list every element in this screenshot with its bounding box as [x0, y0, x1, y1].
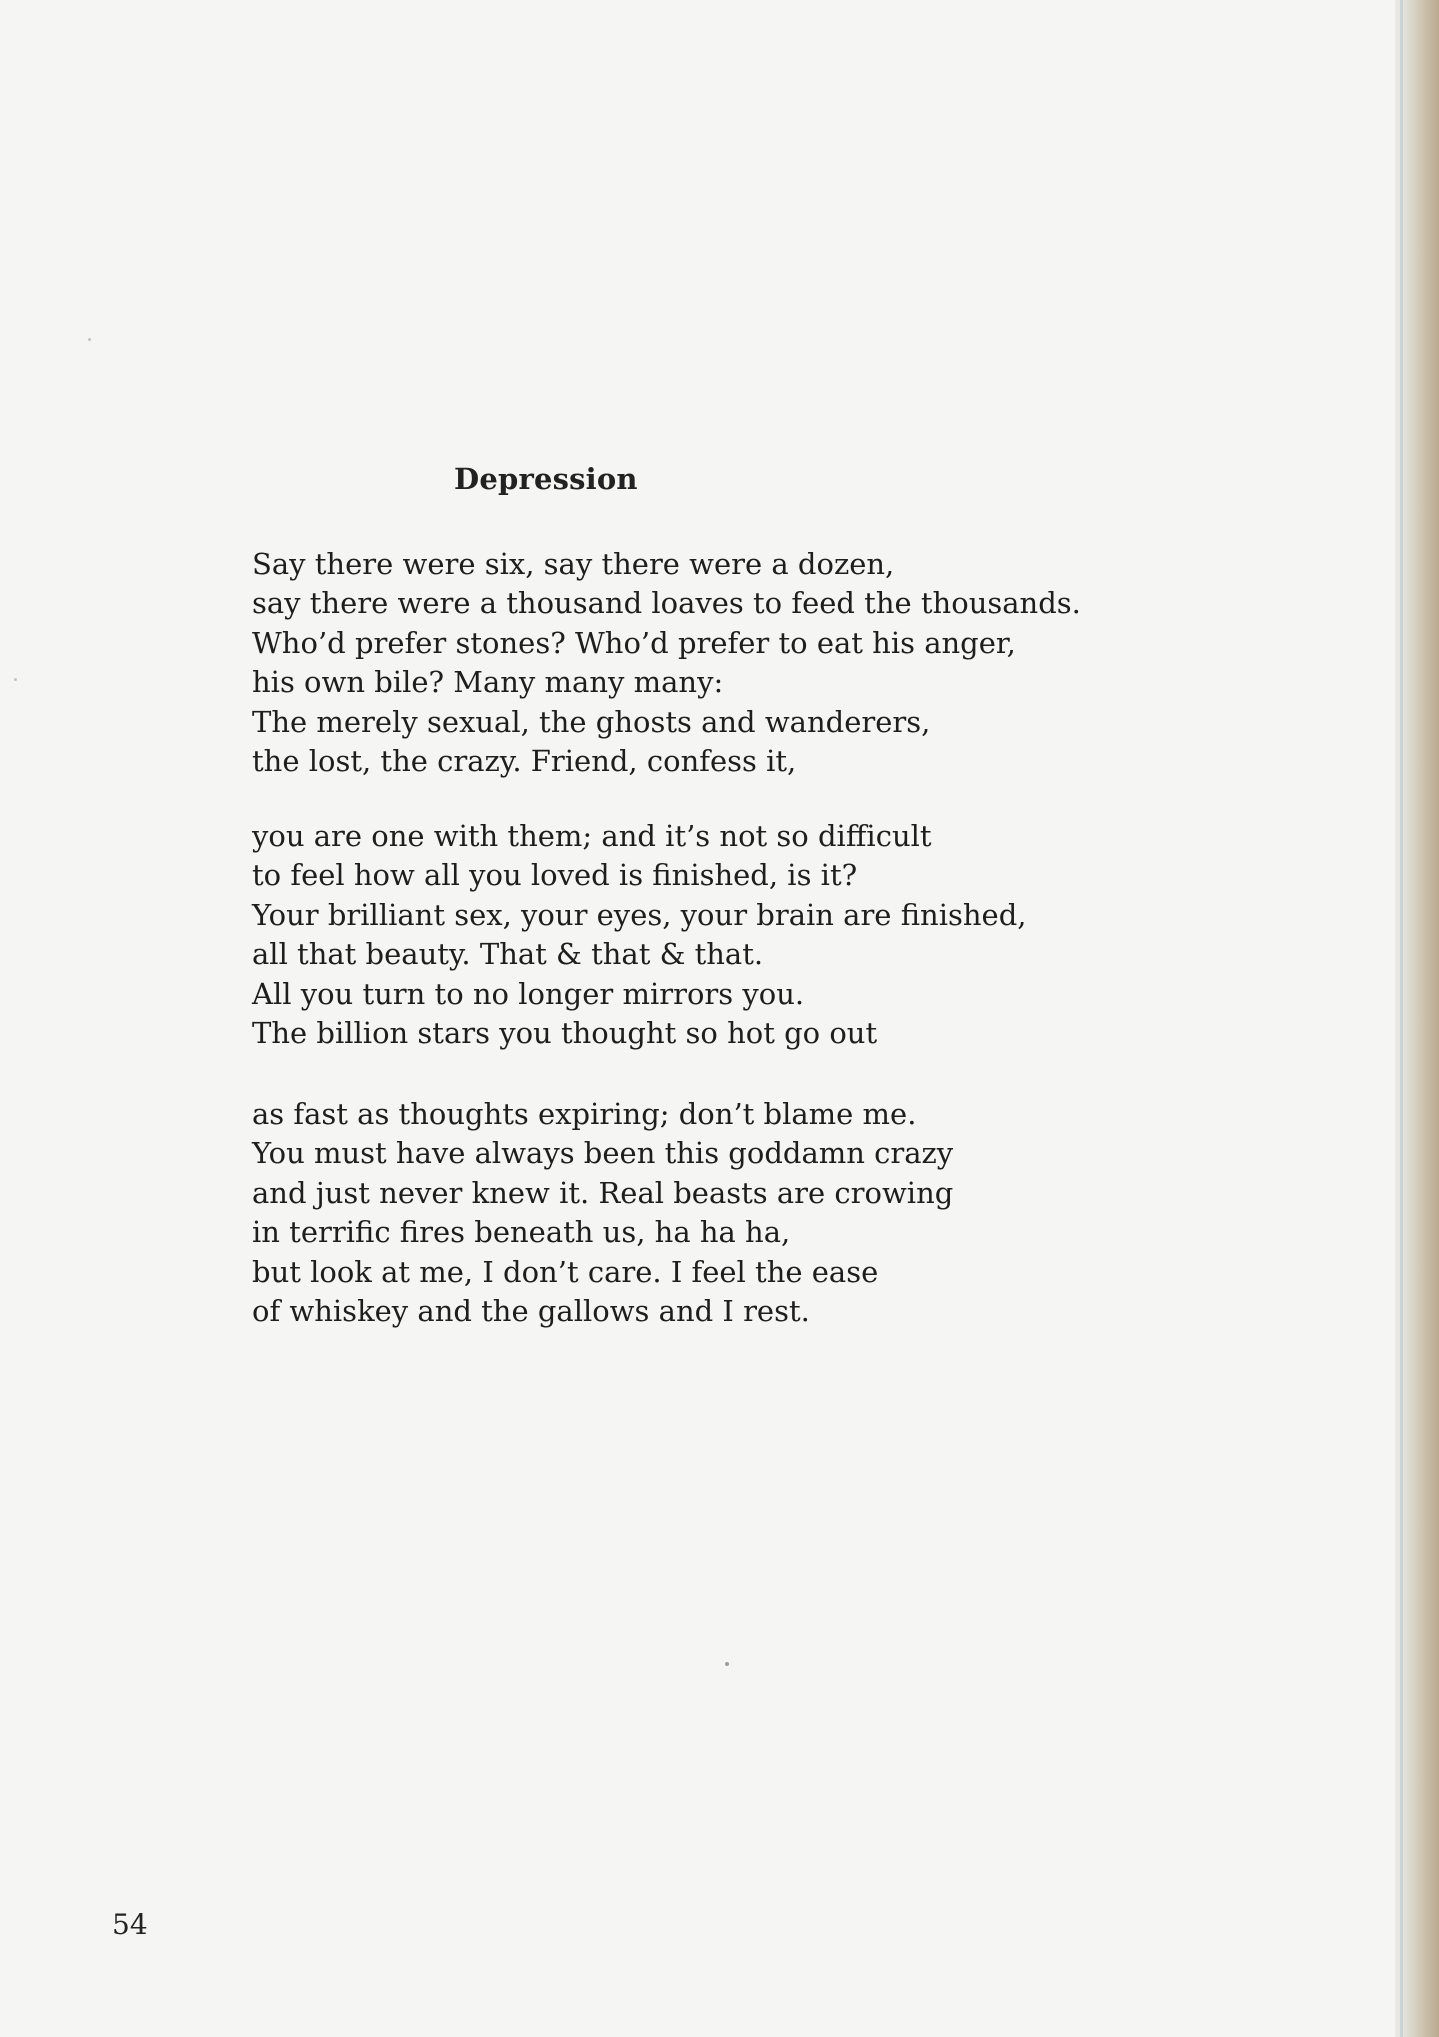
poem-line: say there were a thousand loaves to feed the thousands.: [252, 586, 1081, 621]
poem-line: you are one with them; and it’s not so difficult: [252, 819, 932, 853]
page-edge-line: [1400, 0, 1403, 2037]
poem-line: but look at me, I don’t care. I feel the ease: [252, 1254, 879, 1289]
poem-line: of whiskey and the gallows and I rest.: [252, 1294, 810, 1329]
poem-line: the lost, the crazy. Friend, confess it,: [252, 744, 797, 779]
poem-line: All you turn to no longer mirrors you.: [252, 976, 805, 1011]
poem-line: The merely sexual, the ghosts and wanderers,: [252, 704, 931, 739]
poem-line: You must have always been this goddamn crazy: [252, 1136, 954, 1171]
poem-line: and just never knew it. Real beasts are crowing: [252, 1175, 954, 1210]
ink-speck: [14, 678, 17, 681]
poem-title: Depression: [454, 462, 638, 496]
poem-line: Say there were six, say there were a dozen,: [252, 547, 895, 581]
poem-line: Your brilliant sex, your eyes, your brain are finished,: [252, 897, 1027, 932]
poem-line: in terrific fires beneath us, ha ha ha,: [252, 1215, 791, 1250]
poem-line: The billion stars you thought so hot go out: [252, 1016, 878, 1051]
poem-line: Who’d prefer stones? Who’d prefer to eat his anger,: [252, 625, 1016, 660]
ink-speck: [725, 1662, 729, 1666]
stanza-1: [252, 545, 1081, 781]
poem-line: his own bile? Many many many:: [252, 665, 724, 700]
poem-line: to feel how all you loved is finished, is it?: [252, 858, 858, 893]
stanza-2: [252, 817, 1027, 1053]
poem-line: all that beauty. That & that & that.: [252, 937, 764, 972]
poem-line: as fast as thoughts expiring; don’t blame me.: [252, 1097, 917, 1131]
page-number: 54: [112, 1908, 148, 1941]
ink-speck: [88, 338, 91, 341]
stanza-3: [252, 1095, 953, 1331]
